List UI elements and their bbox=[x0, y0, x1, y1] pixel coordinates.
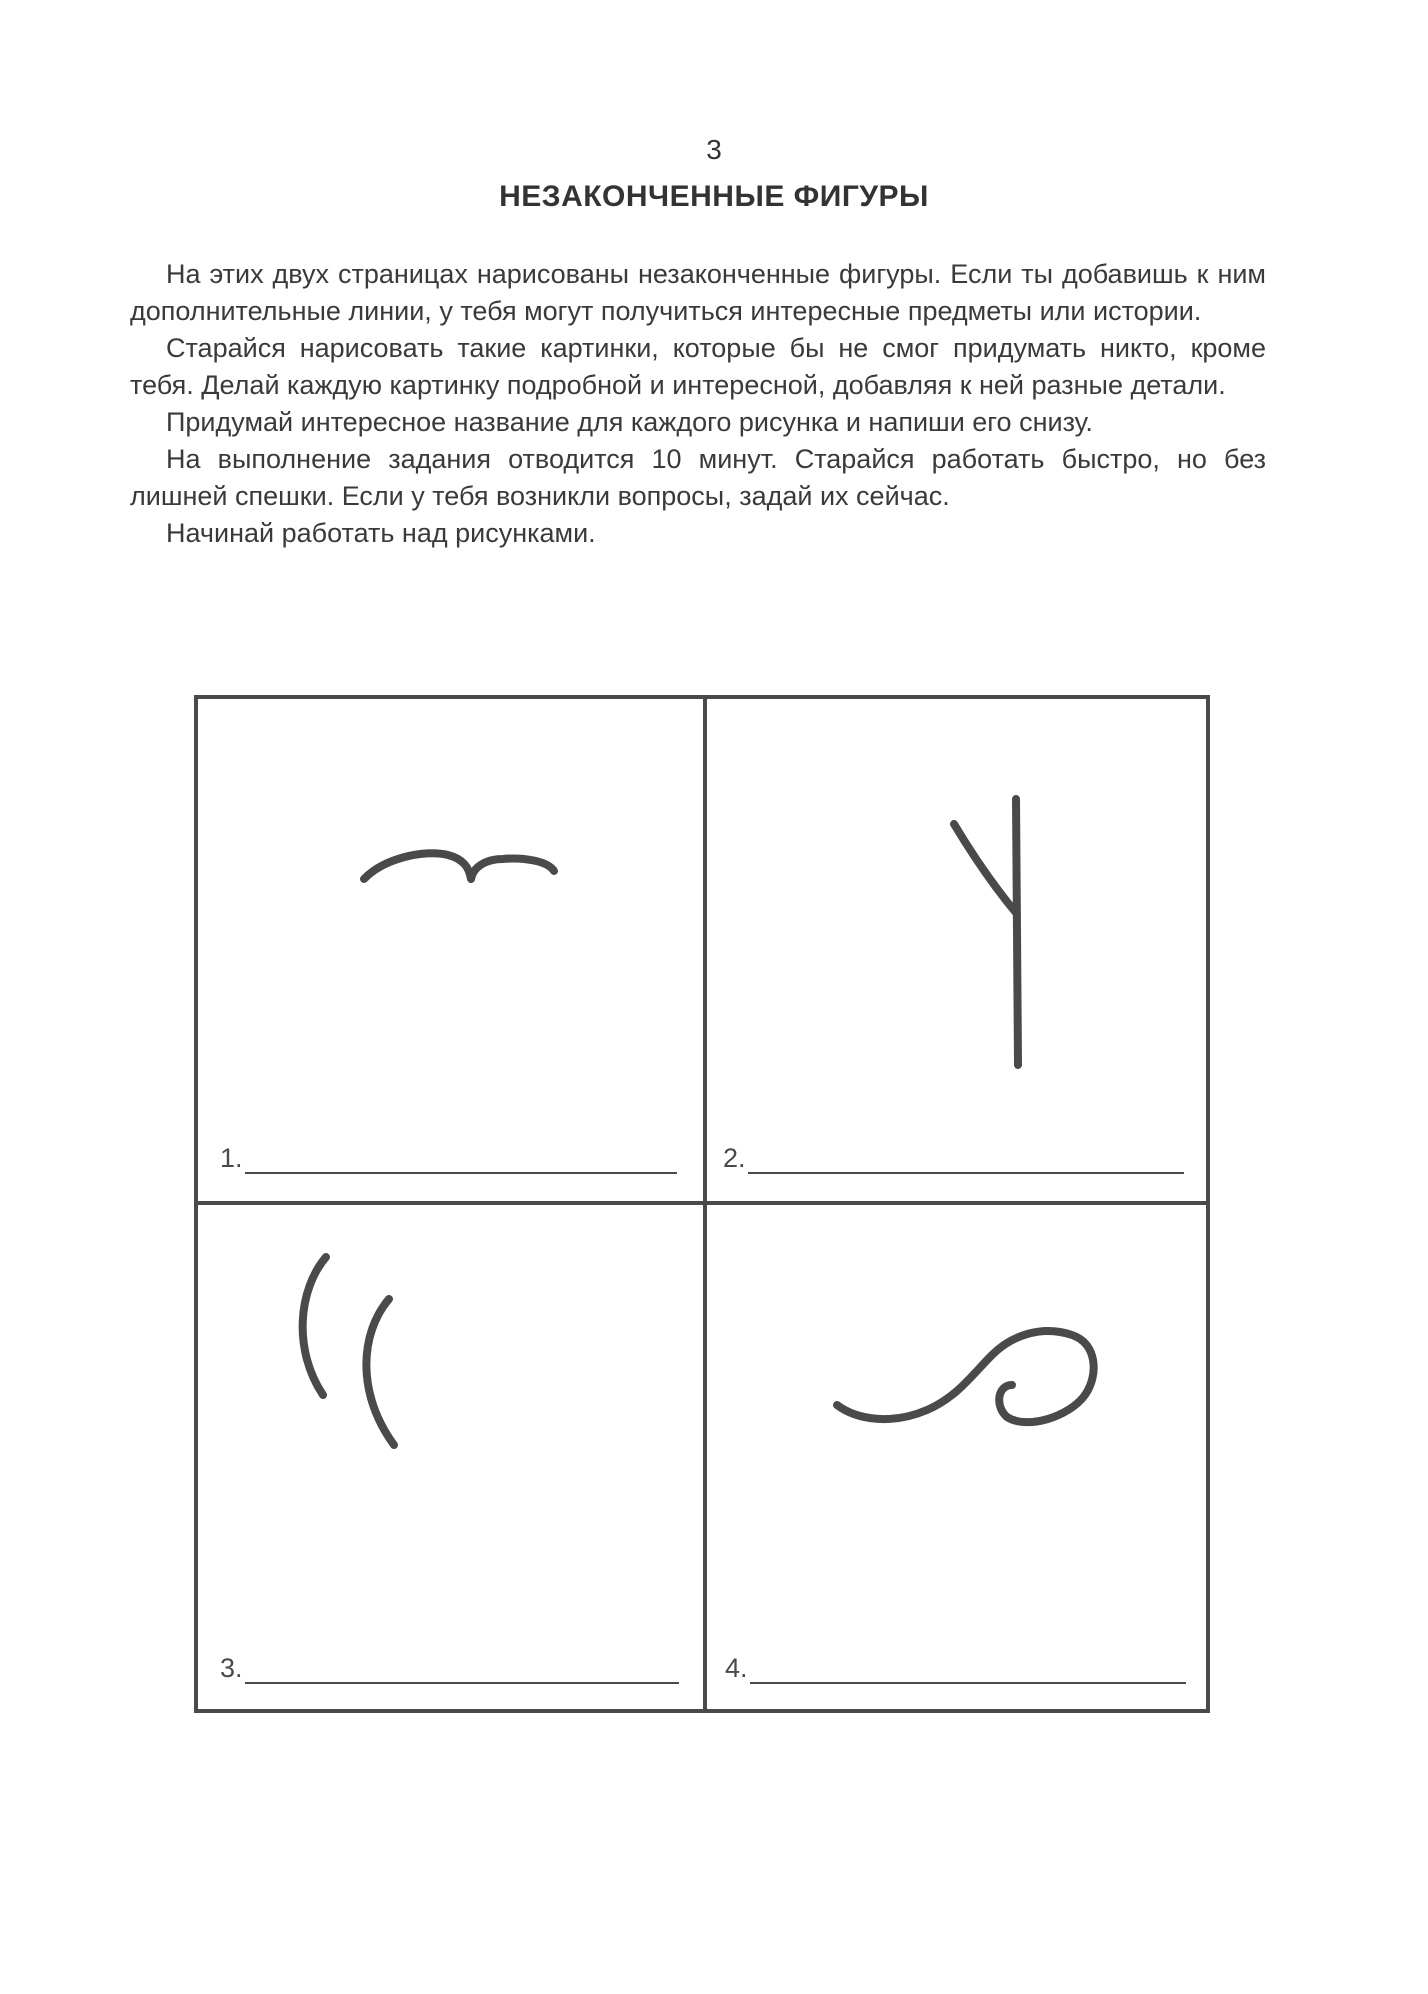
figure-3-two-parallel-arcs bbox=[198, 1205, 703, 1709]
figure-2-y-fork-line bbox=[707, 699, 1210, 1201]
answer-line-1[interactable] bbox=[245, 1144, 677, 1174]
figure-cell-1[interactable] bbox=[198, 699, 703, 1201]
caption-2 bbox=[723, 1143, 1184, 1174]
instruction-paragraph: На выполнение задания отводится 10 минут. Старайся работать быстро, но без лишней спешки. Если у тебя возникли вопросы, задай их сейчас. bbox=[130, 444, 1266, 511]
figure-cell-2[interactable] bbox=[707, 699, 1210, 1201]
figure-cell-3[interactable] bbox=[198, 1205, 703, 1709]
instruction-paragraph: Начинай работать над рисунками. bbox=[166, 518, 596, 548]
caption-number: 1. bbox=[220, 1143, 243, 1173]
figure-1-wave-curve bbox=[198, 699, 703, 1201]
page-title: НЕЗАКОНЧЕННЫЕ ФИГУРЫ bbox=[499, 180, 929, 213]
answer-line-2[interactable] bbox=[748, 1144, 1184, 1174]
answer-line-4[interactable] bbox=[750, 1654, 1186, 1684]
caption-4 bbox=[725, 1653, 1186, 1684]
page-number: 3 bbox=[706, 134, 722, 165]
instruction-paragraph: На этих двух страницах нарисованы незаконченные фигуры. Если ты добавишь к ним дополнительные линии, у тебя могут получиться интересные предметы или истории. bbox=[130, 259, 1266, 326]
figure-4-loop-curl bbox=[707, 1205, 1210, 1709]
caption-number: 2. bbox=[723, 1143, 746, 1173]
answer-line-3[interactable] bbox=[245, 1654, 679, 1684]
instruction-paragraph: Придумай интересное название для каждого рисунка и напиши его снизу. bbox=[166, 407, 1093, 437]
figures-grid bbox=[194, 695, 1210, 1713]
caption-number: 3. bbox=[220, 1653, 243, 1683]
figure-cell-4[interactable] bbox=[707, 1205, 1210, 1709]
caption-number: 4. bbox=[725, 1653, 748, 1683]
instruction-paragraph: Старайся нарисовать такие картинки, которые бы не смог придумать никто, кроме тебя. Делай каждую картинку подробной и интересной, добавляя к ней разные детали. bbox=[130, 333, 1266, 400]
caption-3 bbox=[220, 1653, 679, 1684]
instructions bbox=[130, 256, 1266, 552]
caption-1 bbox=[220, 1143, 677, 1174]
